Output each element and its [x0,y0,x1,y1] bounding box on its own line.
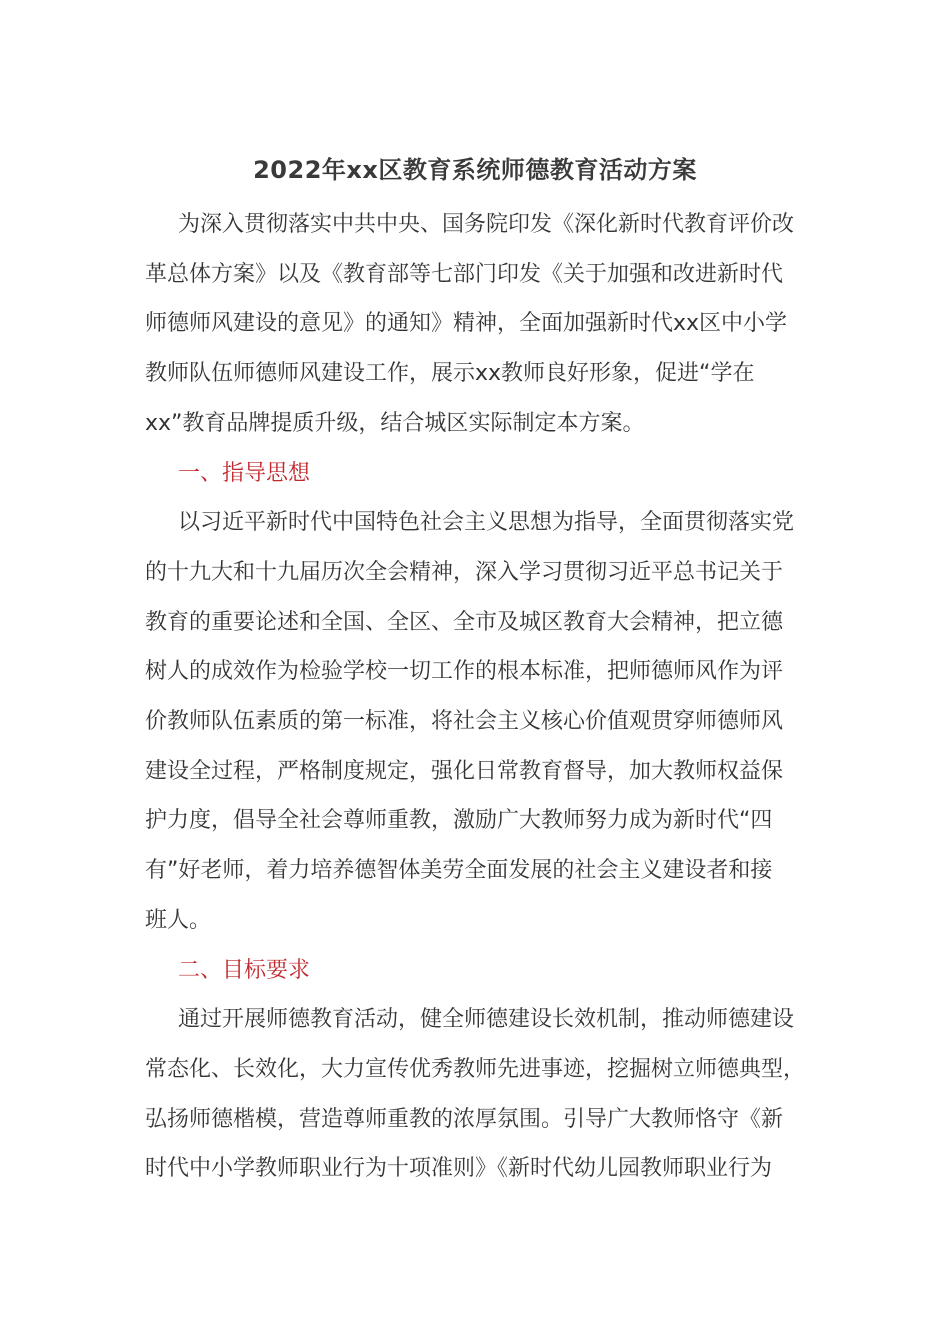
paragraph-line: 教育的重要论述和全国、全区、全市及城区教育大会精神，把立德 [145,609,784,635]
paragraph-line: 班人。 [145,907,212,933]
paragraph-line: 树人的成效作为检验学校一切工作的根本标准，把师德师风作为评 [145,659,784,685]
paragraph-line: 以习近平新时代中国特色社会主义思想为指导，全面贯彻落实党 [178,510,795,536]
document-title: 2022年xx区教育系统师德教育活动方案 [253,156,697,184]
paragraph-line: 师德师风建设的意见》的通知》精神，全面加强新时代xx区中小学 [145,311,788,337]
paragraph-line: 有”好老师，着力培养德智体美劳全面发展的社会主义建设者和接 [145,858,773,884]
paragraph-line: 革总体方案》以及《教育部等七部门印发《关于加强和改进新时代 [145,261,784,287]
paragraph-line: 常态化、长效化，大力宣传优秀教师先进事迹，挖掘树立师德典型， [145,1056,806,1082]
paragraph-line: 护力度，倡导全社会尊师重教，激励广大教师努力成为新时代“四 [145,808,773,834]
paragraph-line: 的十九大和十九届历次全会精神，深入学习贯彻习近平总书记关于 [145,559,784,585]
paragraph-line: 建设全过程，严格制度规定，强化日常教育督导，加大教师权益保 [145,758,784,784]
paragraph-line: 价教师队伍素质的第一标准，将社会主义核心价值观贯穿师德师风 [145,709,784,734]
paragraph-line: 教师队伍师德师风建设工作，展示xx教师良好形象，促进“学在 [145,361,755,387]
paragraph-line: 时代中小学教师职业行为十项准则》《新时代幼儿园教师职业行为 [145,1156,773,1182]
paragraph-line: 弘扬师德楷模，营造尊师重教的浓厚氛围。引导广大教师恪守《新 [145,1106,784,1132]
paragraph-line: xx”教育品牌提质升级，结合城区实际制定本方案。 [145,410,645,436]
paragraph-line: 为深入贯彻落实中共中央、国务院印发《深化新时代教育评价改 [178,212,795,237]
paragraph-line: 通过开展师德教育活动，健全师德建设长效机制，推动师德建设 [178,1007,795,1033]
section-heading: 二、目标要求 [178,957,311,983]
section-heading: 一、指导思想 [178,460,311,486]
